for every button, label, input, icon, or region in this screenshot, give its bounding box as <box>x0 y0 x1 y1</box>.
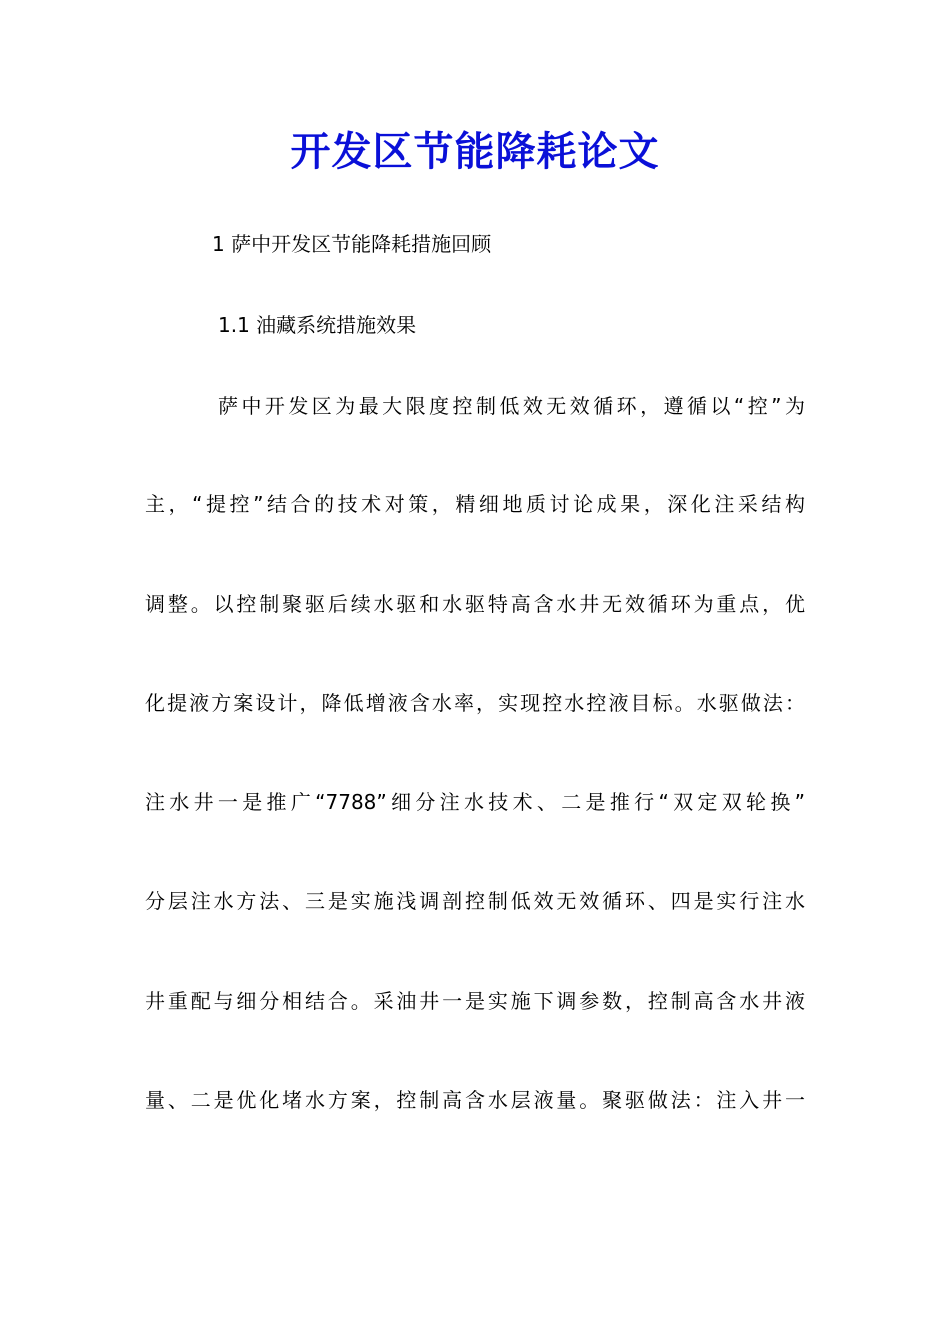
paragraph-line: 化提液方案设计，降低增液含水率，实现控水控液目标。水驱做法： <box>145 691 805 715</box>
document-title: 开发区节能降耗论文 <box>290 128 660 175</box>
subsection-heading: 1.1 油藏系统措施效果 <box>218 313 417 337</box>
paragraph-line: 分层注水方法、三是实施浅调剖控制低效无效循环、四是实行注水 <box>145 889 805 913</box>
paragraph-line: 量、二是优化堵水方案，控制高含水层液量。聚驱做法：注入井一 <box>145 1088 805 1112</box>
section-heading: 1 萨中开发区节能降耗措施回顾 <box>212 232 492 256</box>
paragraph-line: 主，“提控”结合的技术对策，精细地质讨论成果，深化注采结构 <box>145 492 805 516</box>
paragraph-line: 调整。以控制聚驱后续水驱和水驱特高含水井无效循环为重点，优 <box>145 592 805 616</box>
paragraph-line: 萨中开发区为最大限度控制低效无效循环，遵循以“控”为 <box>218 394 805 418</box>
paragraph-line: 注水井一是推广“7788”细分注水技术、二是推行“双定双轮换” <box>145 790 805 814</box>
paragraph-line: 井重配与细分相结合。采油井一是实施下调参数，控制高含水井液 <box>145 989 805 1013</box>
